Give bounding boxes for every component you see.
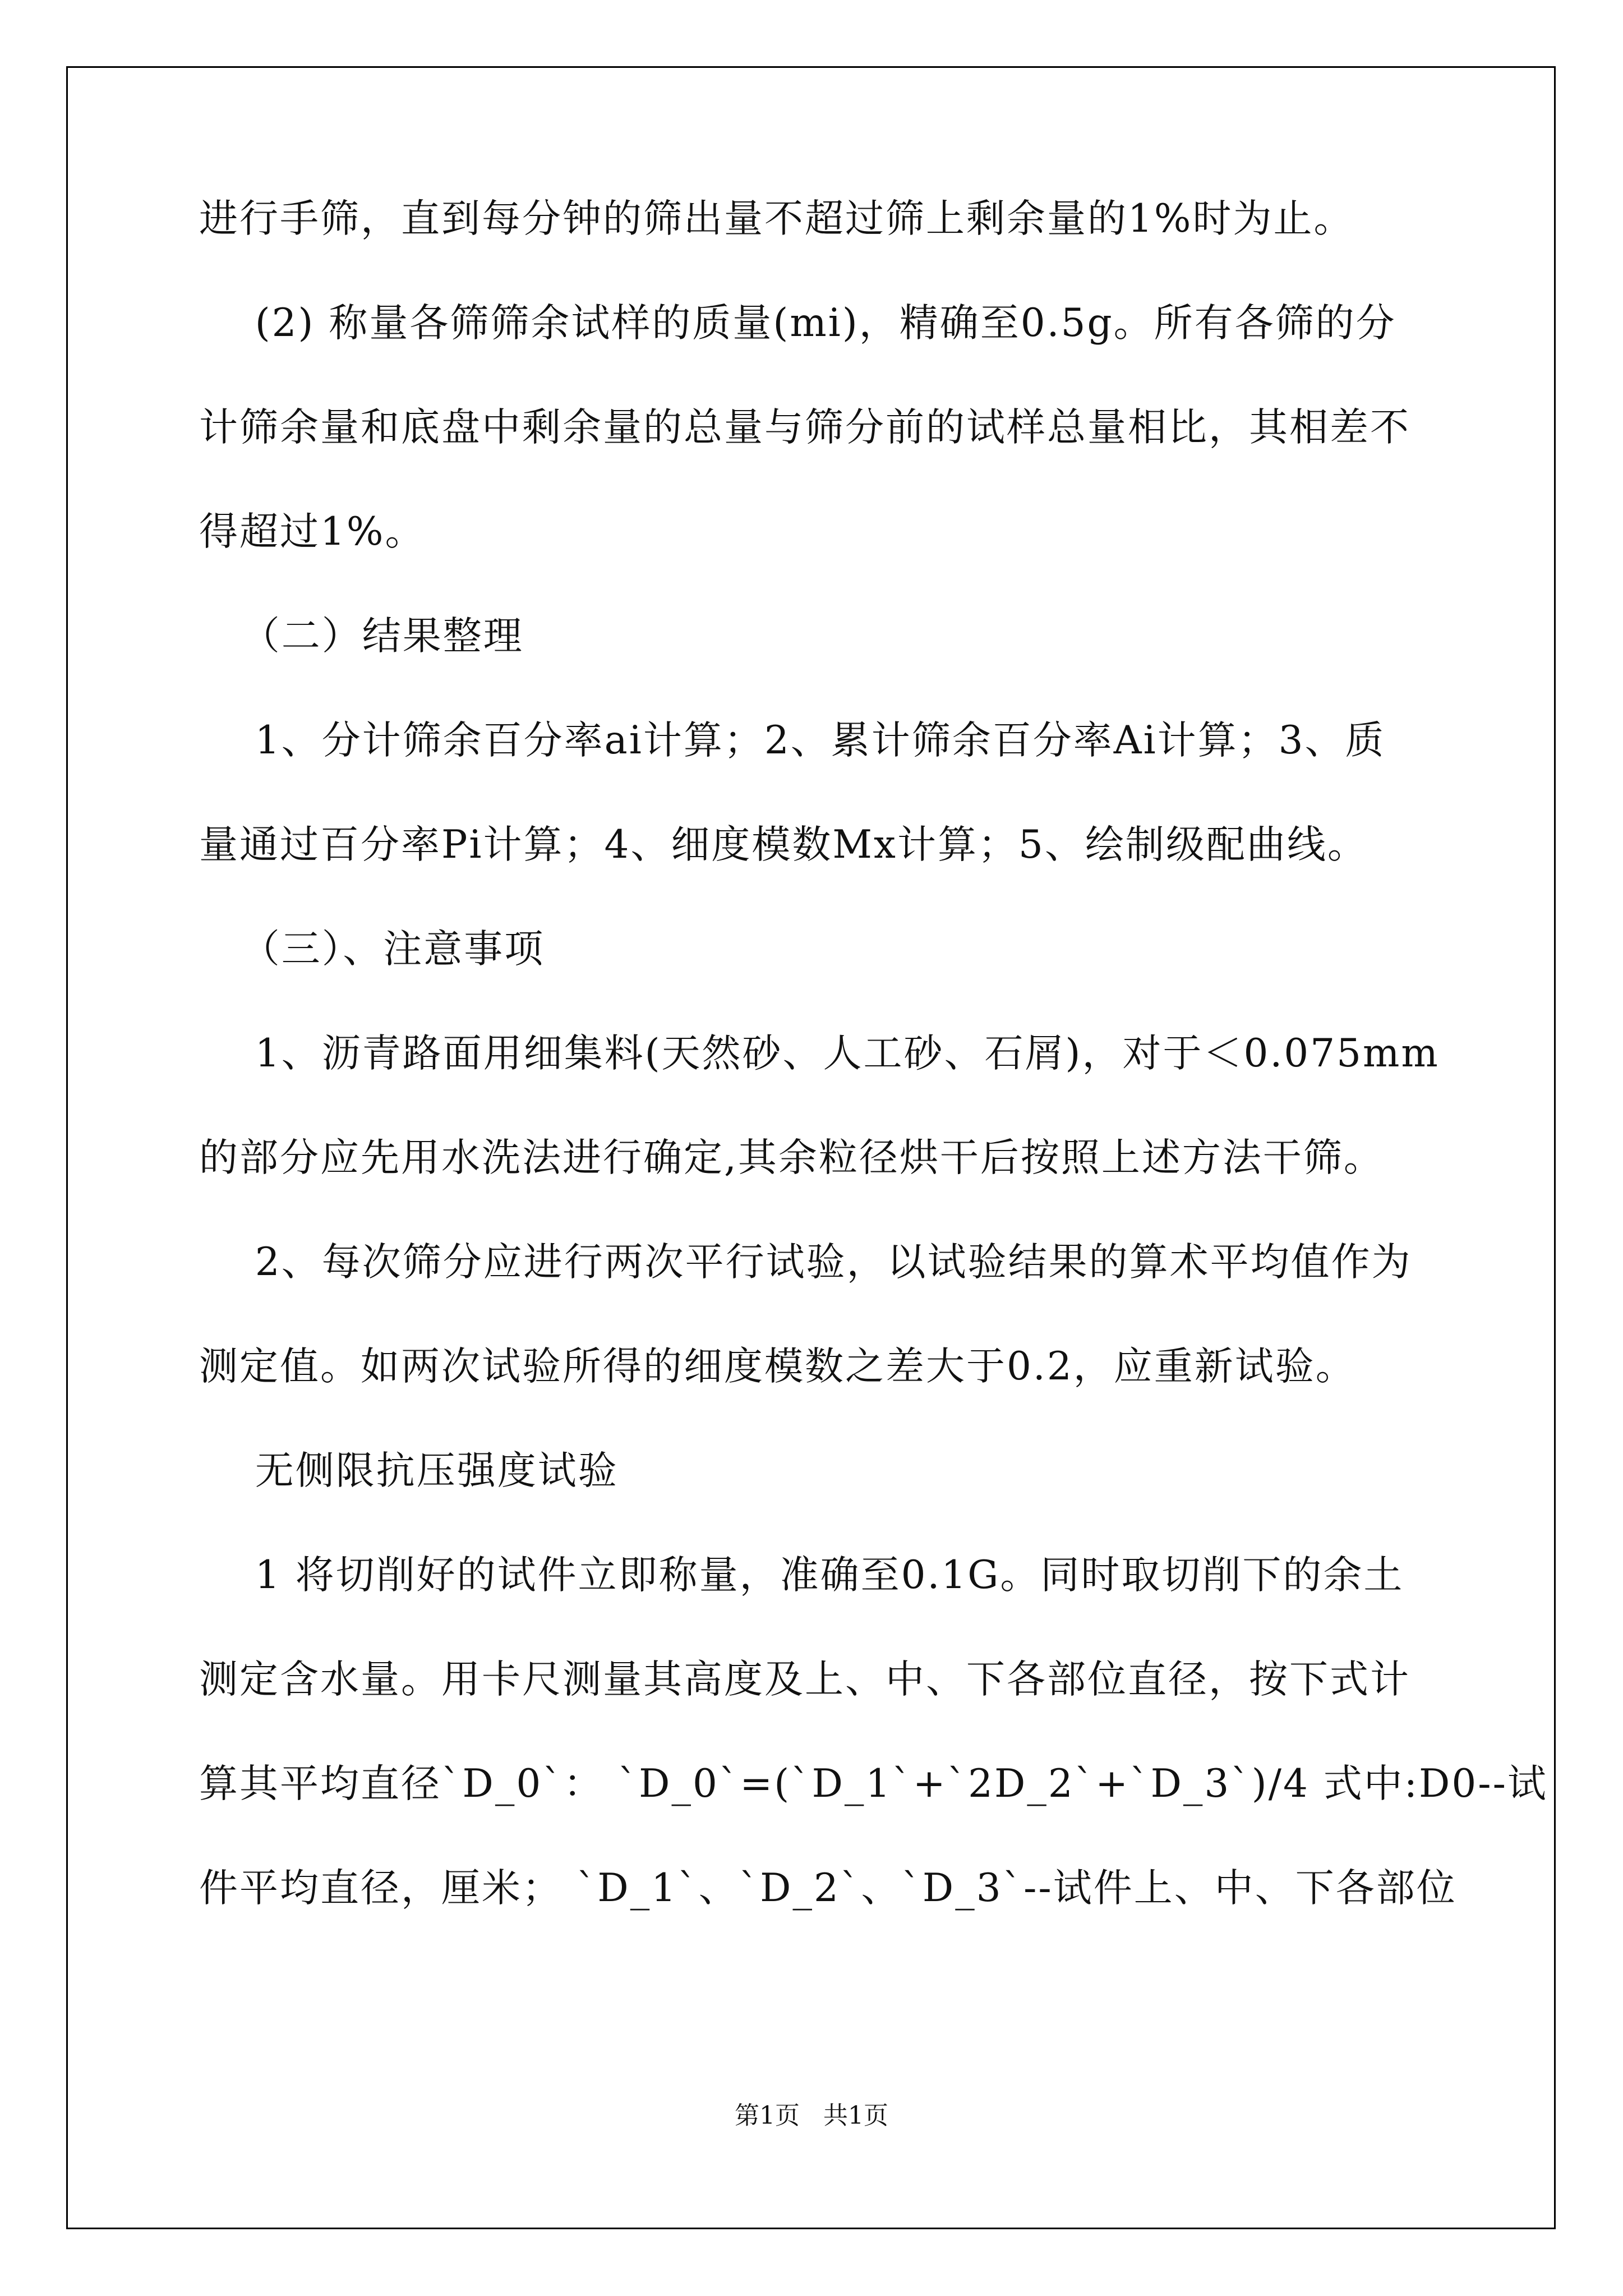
text-line-9: 1、沥青路面用细集料(天然砂、人工砂、石屑)，对于＜0.075mm (199, 1031, 1440, 1076)
text-line-12: 测定值。如两次试验所得的细度模数之差大于0.2，应重新试验。 (199, 1344, 1356, 1389)
text-line-2: (2) 称量各筛筛余试样的质量(mi)，精确至0.5g。所有各筛的分 (199, 301, 1396, 346)
text-line-4: 得超过1%。 (199, 509, 426, 554)
text-line-11: 2、每次筛分应进行两次平行试验，以试验结果的算术平均值作为 (199, 1240, 1412, 1285)
section-heading-results: （二）结果整理 (199, 614, 524, 659)
text-line-16: 算其平均直径`D_0`： `D_0`=(`D_1`+`2D_2`+`D_3`)/4 式中:D0--试 (199, 1761, 1548, 1806)
section-heading-notes: （三）、注意事项 (199, 927, 545, 972)
text-line-10: 的部分应先用水洗法进行确定,其余粒径烘干后按照上述方法干筛。 (199, 1135, 1384, 1180)
text-line-6: 1、分计筛余百分率ai计算；2、累计筛余百分率Ai计算；3、质 (199, 718, 1386, 763)
text-line-1: 进行手筛，直到每分钟的筛出量不超过筛上剩余量的1%时为止。 (199, 196, 1354, 241)
text-line-14: 1 将切削好的试件立即称量，准确至0.1G。同时取切削下的余土 (199, 1553, 1404, 1598)
text-line-17: 件平均直径，厘米； `D_1`、`D_2`、`D_3`--试件上、中、下各部位 (199, 1866, 1457, 1911)
text-line-15: 测定含水量。用卡尺测量其高度及上、中、下各部位直径，按下式计 (199, 1657, 1410, 1702)
text-line-7: 量通过百分率Pi计算；4、细度模数Mx计算；5、绘制级配曲线。 (199, 822, 1368, 867)
text-line-3: 计筛余量和底盘中剩余量的总量与筛分前的试样总量相比，其相差不 (199, 405, 1410, 450)
page-footer: 第1页 共1页 (735, 2101, 888, 2130)
section-heading-ucs-test: 无侧限抗压强度试验 (199, 1448, 619, 1493)
document-body (199, 191, 1548, 1964)
